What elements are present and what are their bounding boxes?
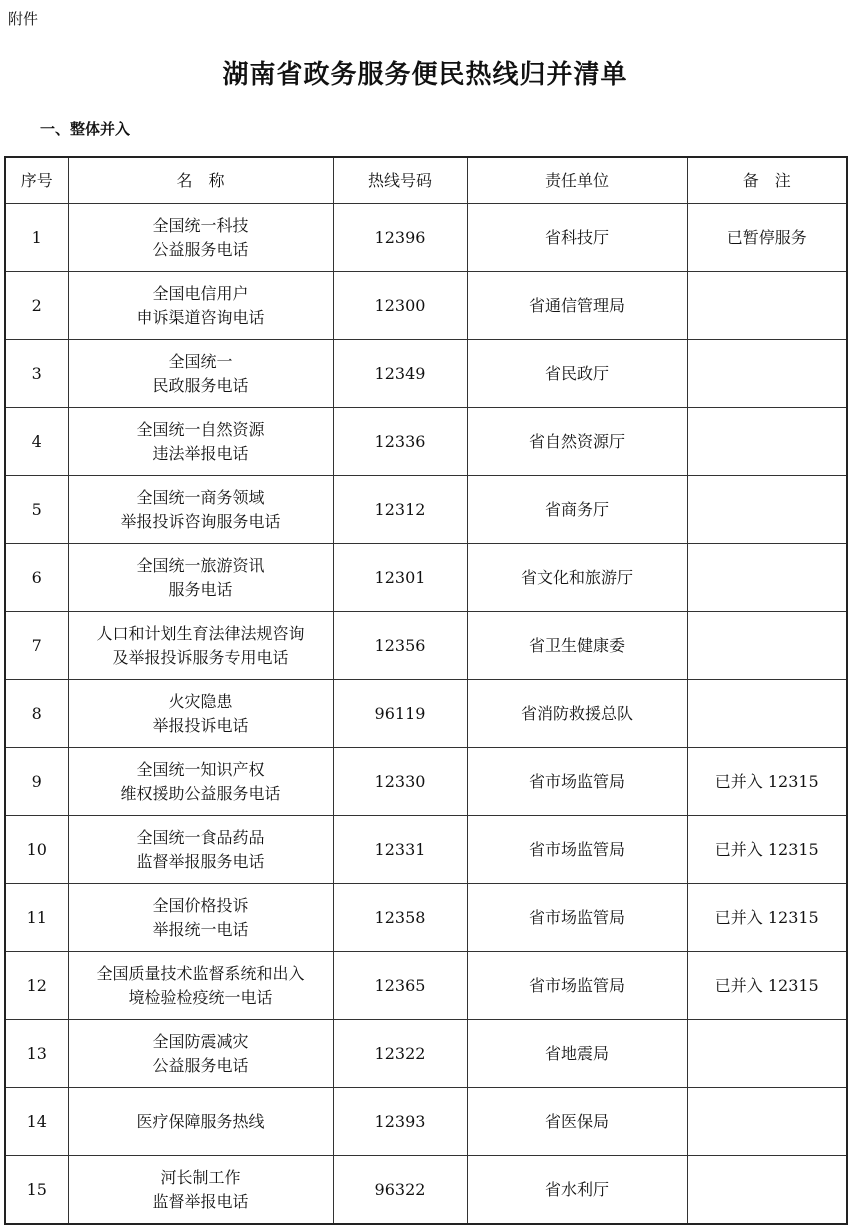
cell-no: 14	[5, 1088, 68, 1156]
table-row	[5, 272, 847, 340]
table-row	[5, 884, 847, 952]
table-row	[5, 1020, 847, 1088]
cell-unit: 省市场监管局	[467, 748, 687, 816]
cell-name-line: 全国价格投诉	[152, 895, 249, 915]
cell-hotline: 12356	[333, 612, 467, 680]
cell-name	[68, 748, 333, 816]
cell-name	[68, 952, 333, 1020]
cell-no: 3	[5, 340, 68, 408]
cell-note	[687, 1088, 847, 1156]
cell-name	[68, 544, 333, 612]
cell-unit: 省医保局	[467, 1088, 687, 1156]
cell-unit: 省文化和旅游厅	[467, 544, 687, 612]
cell-name-line: 河长制工作	[160, 1167, 241, 1187]
column-header-hotline: 热线号码	[333, 157, 467, 204]
cell-name-line: 监督举报服务电话	[136, 851, 265, 871]
cell-name	[68, 816, 333, 884]
cell-hotline: 96119	[333, 680, 467, 748]
cell-name	[68, 476, 333, 544]
cell-hotline: 96322	[333, 1156, 467, 1225]
cell-unit: 省通信管理局	[467, 272, 687, 340]
cell-name-line: 维权援助公益服务电话	[120, 783, 281, 803]
cell-name-line: 服务电话	[168, 579, 233, 599]
cell-name-line: 人口和计划生育法律法规咨询	[96, 623, 305, 643]
table-row	[5, 340, 847, 408]
cell-name	[68, 1020, 333, 1088]
cell-note	[687, 408, 847, 476]
table-row	[5, 748, 847, 816]
cell-note	[687, 680, 847, 748]
cell-note	[687, 1020, 847, 1088]
cell-hotline: 12300	[333, 272, 467, 340]
cell-unit: 省卫生健康委	[467, 612, 687, 680]
cell-note: 已并入 12315	[687, 884, 847, 952]
cell-unit: 省水利厅	[467, 1156, 687, 1225]
table-row	[5, 544, 847, 612]
cell-name-line: 全国统一自然资源	[136, 419, 265, 439]
page-title: 湖南省政务服务便民热线归并清单	[222, 60, 628, 90]
cell-name-line: 全国统一	[168, 351, 233, 371]
column-header-no: 序号	[5, 157, 68, 204]
cell-no: 13	[5, 1020, 68, 1088]
cell-name-line: 公益服务电话	[152, 239, 249, 259]
cell-hotline: 12330	[333, 748, 467, 816]
cell-name-line: 全国质量技术监督系统和出入	[96, 963, 305, 983]
cell-hotline: 12365	[333, 952, 467, 1020]
table-row	[5, 1156, 847, 1225]
cell-name-line: 全国统一商务领域	[136, 487, 265, 507]
cell-no: 10	[5, 816, 68, 884]
cell-unit: 省地震局	[467, 1020, 687, 1088]
cell-hotline: 12331	[333, 816, 467, 884]
column-header-name: 名 称	[68, 157, 333, 204]
table-row	[5, 476, 847, 544]
cell-note: 已暂停服务	[687, 204, 847, 272]
cell-name	[68, 1156, 333, 1225]
table-row	[5, 680, 847, 748]
cell-no: 11	[5, 884, 68, 952]
cell-hotline: 12349	[333, 340, 467, 408]
column-header-unit: 责任单位	[467, 157, 687, 204]
cell-unit: 省市场监管局	[467, 952, 687, 1020]
cell-note	[687, 544, 847, 612]
cell-name-line: 违法举报电话	[152, 443, 249, 463]
cell-hotline: 12312	[333, 476, 467, 544]
table-body	[5, 204, 847, 1225]
cell-name-line: 公益服务电话	[152, 1055, 249, 1075]
cell-no: 12	[5, 952, 68, 1020]
cell-no: 8	[5, 680, 68, 748]
cell-no: 1	[5, 204, 68, 272]
cell-name	[68, 1088, 333, 1156]
cell-hotline: 12301	[333, 544, 467, 612]
cell-name-line: 境检验检疫统一电话	[128, 987, 273, 1007]
cell-name	[68, 204, 333, 272]
cell-name-line: 全国统一旅游资讯	[136, 555, 265, 575]
section-heading: 一、整体并入	[40, 120, 131, 138]
cell-name-line: 民政服务电话	[152, 375, 249, 395]
cell-hotline: 12358	[333, 884, 467, 952]
cell-name-line: 全国防震减灾	[152, 1031, 249, 1051]
cell-name-line: 全国统一科技	[152, 215, 249, 235]
cell-hotline: 12393	[333, 1088, 467, 1156]
table-row	[5, 612, 847, 680]
table-row	[5, 408, 847, 476]
cell-note: 已并入 12315	[687, 816, 847, 884]
cell-name	[68, 340, 333, 408]
cell-unit: 省消防救援总队	[467, 680, 687, 748]
cell-unit: 省市场监管局	[467, 884, 687, 952]
cell-no: 6	[5, 544, 68, 612]
cell-no: 15	[5, 1156, 68, 1225]
cell-unit: 省科技厅	[467, 204, 687, 272]
table-row	[5, 204, 847, 272]
cell-no: 5	[5, 476, 68, 544]
cell-hotline: 12396	[333, 204, 467, 272]
column-header-note: 备 注	[687, 157, 847, 204]
cell-unit: 省商务厅	[467, 476, 687, 544]
cell-name-line: 申诉渠道咨询电话	[136, 307, 265, 327]
cell-note	[687, 340, 847, 408]
cell-no: 2	[5, 272, 68, 340]
cell-note	[687, 1156, 847, 1225]
attachment-label: 附件	[8, 10, 39, 28]
cell-name-line: 全国统一知识产权	[136, 759, 265, 779]
cell-note	[687, 272, 847, 340]
cell-name-line: 举报统一电话	[152, 919, 249, 939]
cell-unit: 省自然资源厅	[467, 408, 687, 476]
cell-name	[68, 884, 333, 952]
cell-name-line: 监督举报电话	[152, 1191, 249, 1211]
cell-note: 已并入 12315	[687, 748, 847, 816]
table-row	[5, 816, 847, 884]
cell-name-line: 火灾隐患	[168, 691, 233, 711]
cell-note	[687, 476, 847, 544]
cell-name-line: 全国电信用户	[152, 283, 249, 303]
cell-unit: 省市场监管局	[467, 816, 687, 884]
cell-name	[68, 612, 333, 680]
cell-name-line: 全国统一食品药品	[136, 827, 265, 847]
table-row	[5, 1088, 847, 1156]
cell-name-line: 举报投诉咨询服务电话	[120, 511, 281, 531]
cell-note	[687, 612, 847, 680]
cell-no: 4	[5, 408, 68, 476]
cell-note: 已并入 12315	[687, 952, 847, 1020]
cell-hotline: 12322	[333, 1020, 467, 1088]
cell-unit: 省民政厅	[467, 340, 687, 408]
table-row	[5, 952, 847, 1020]
table-header-row	[5, 157, 847, 204]
hotline-table	[4, 156, 848, 1225]
cell-hotline: 12336	[333, 408, 467, 476]
cell-name	[68, 408, 333, 476]
cell-name-line: 举报投诉电话	[152, 715, 249, 735]
cell-name-line: 医疗保障服务热线	[136, 1111, 265, 1131]
cell-name	[68, 680, 333, 748]
cell-name	[68, 272, 333, 340]
cell-no: 7	[5, 612, 68, 680]
cell-no: 9	[5, 748, 68, 816]
cell-name-line: 及举报投诉服务专用电话	[112, 647, 289, 667]
